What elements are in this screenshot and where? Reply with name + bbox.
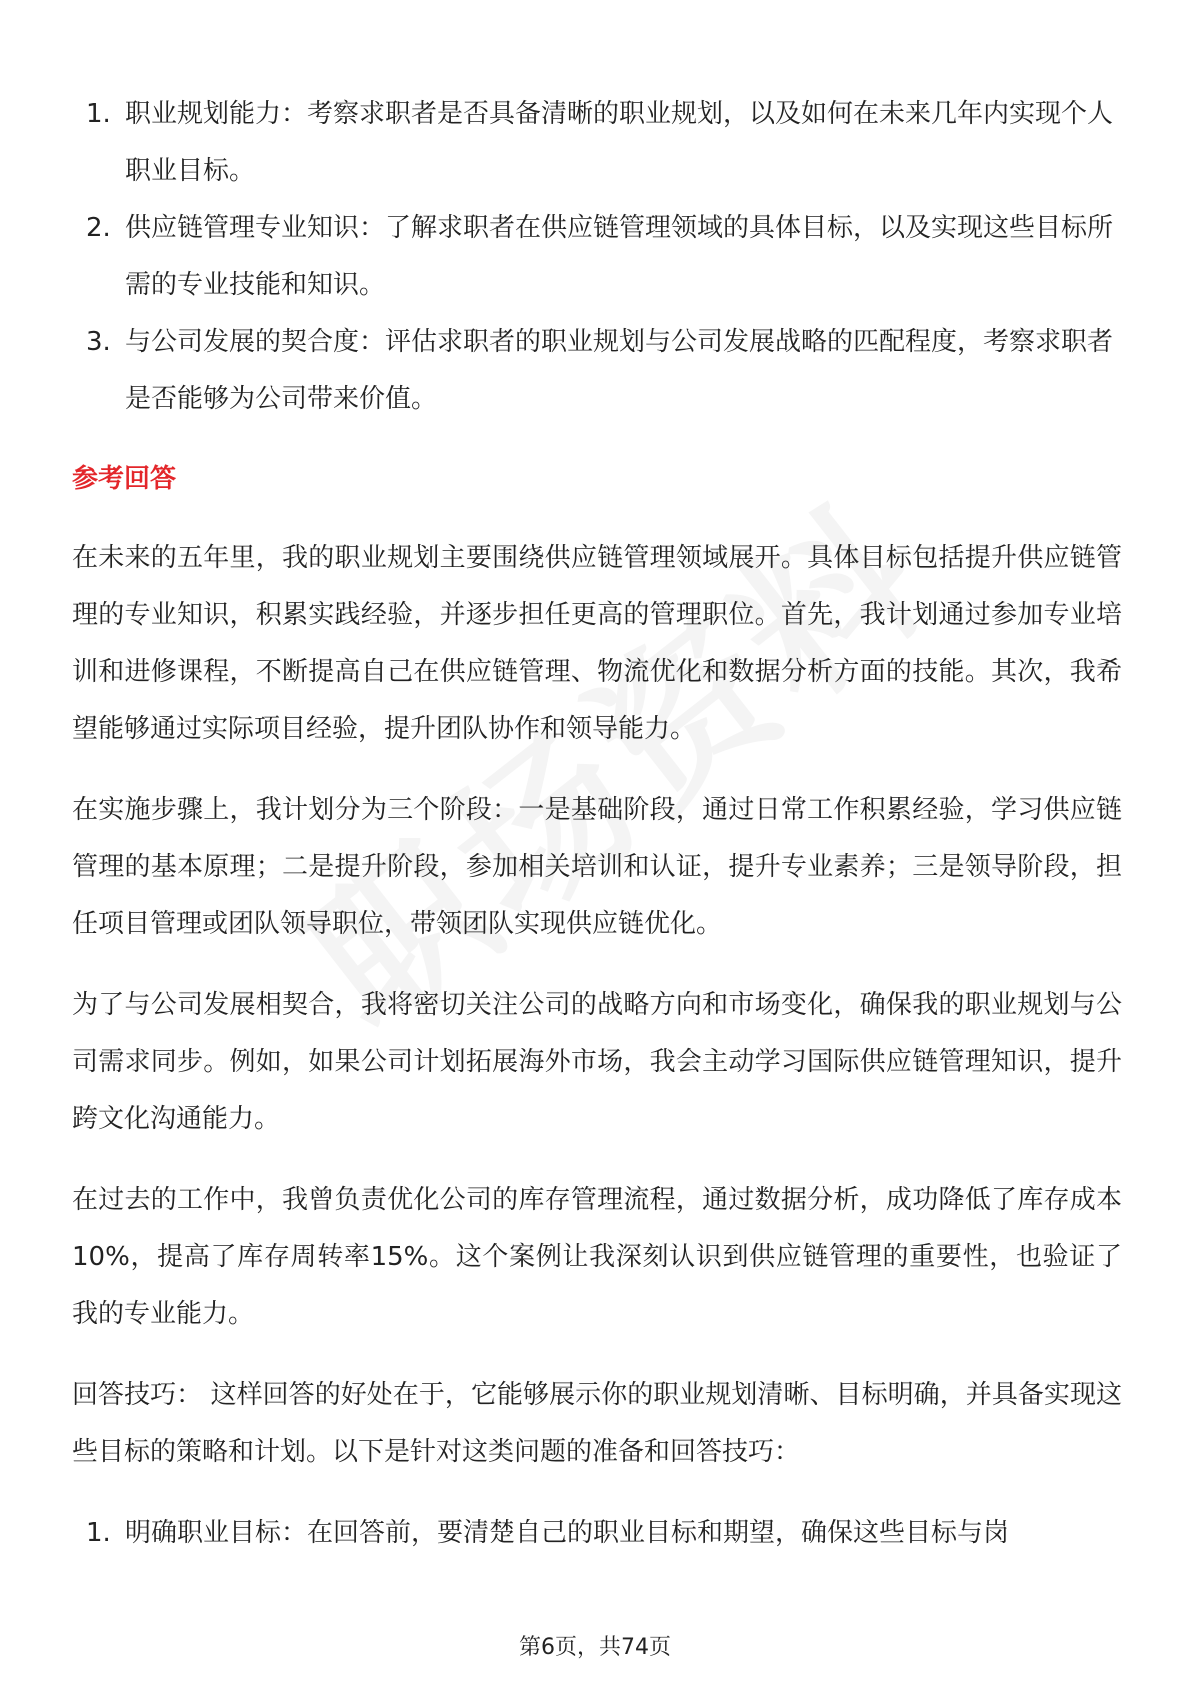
list-item-text: 与公司发展的契合度：评估求职者的职业规划与公司发展战略的匹配程度，考察求职者是否能够为公司带来价值。 <box>125 327 1114 414</box>
section-heading: 参考回答 <box>72 464 177 494</box>
paragraph: 为了与公司发展相契合，我将密切关注公司的战略方向和市场变化，确保我的职业规划与公司需求同步。例如，如果公司计划拓展海外市场，我会主动学习国际供应链管理知识，提升跨文化沟通能力。 <box>72 990 1122 1134</box>
paragraph: 在过去的工作中，我曾负责优化公司的库存管理流程，通过数据分析，成功降低了库存成本10%，提高了库存周转率15%。这个案例让我深刻认识到供应链管理的重要性，也验证了我的专业能力。 <box>72 1185 1122 1329</box>
paragraph: 在未来的五年里，我的职业规划主要围绕供应链管理领域展开。具体目标包括提升供应链管理的专业知识，积累实践经验，并逐步担任更高的管理职位。首先，我计划通过参加专业培训和进修课程，不断提高自己在供应链管理、物流优化和数据分析方面的技能。其次，我希望能够通过实际项目经验，提升团队协作和领导能力。 <box>72 543 1122 744</box>
criteria-list <box>72 86 1122 428</box>
page-footer: 第6页，共74页 <box>519 1635 671 1660</box>
paragraph: 回答技巧： 这样回答的好处在于，它能够展示你的职业规划清晰、目标明确，并具备实现这些目标的策略和计划。以下是针对这类问题的准备和回答技巧： <box>72 1380 1122 1467</box>
page-content <box>72 86 1122 1562</box>
list-item-text: 明确职业目标：在回答前，要清楚自己的职业目标和期望，确保这些目标与岗 <box>125 1518 1010 1548</box>
list-number: 1. <box>86 1518 111 1548</box>
list-number: 1. <box>86 99 111 129</box>
list-item-text: 职业规划能力：考察求职者是否具备清晰的职业规划，以及如何在未来几年内实现个人职业目标。 <box>125 99 1114 186</box>
tips-list <box>72 1505 1122 1562</box>
list-number: 3. <box>86 327 111 357</box>
list-item <box>72 1505 1122 1562</box>
list-item <box>72 200 1122 314</box>
list-number: 2. <box>86 213 111 243</box>
paragraph: 在实施步骤上，我计划分为三个阶段：一是基础阶段，通过日常工作积累经验，学习供应链管理的基本原理；二是提升阶段，参加相关培训和认证，提升专业素养；三是领导阶段，担任项目管理或团队领导职位，带领团队实现供应链优化。 <box>72 795 1122 939</box>
list-item <box>72 314 1122 428</box>
list-item-text: 供应链管理专业知识：了解求职者在供应链管理领域的具体目标，以及实现这些目标所需的专业技能和知识。 <box>125 213 1114 300</box>
list-item <box>72 86 1122 200</box>
